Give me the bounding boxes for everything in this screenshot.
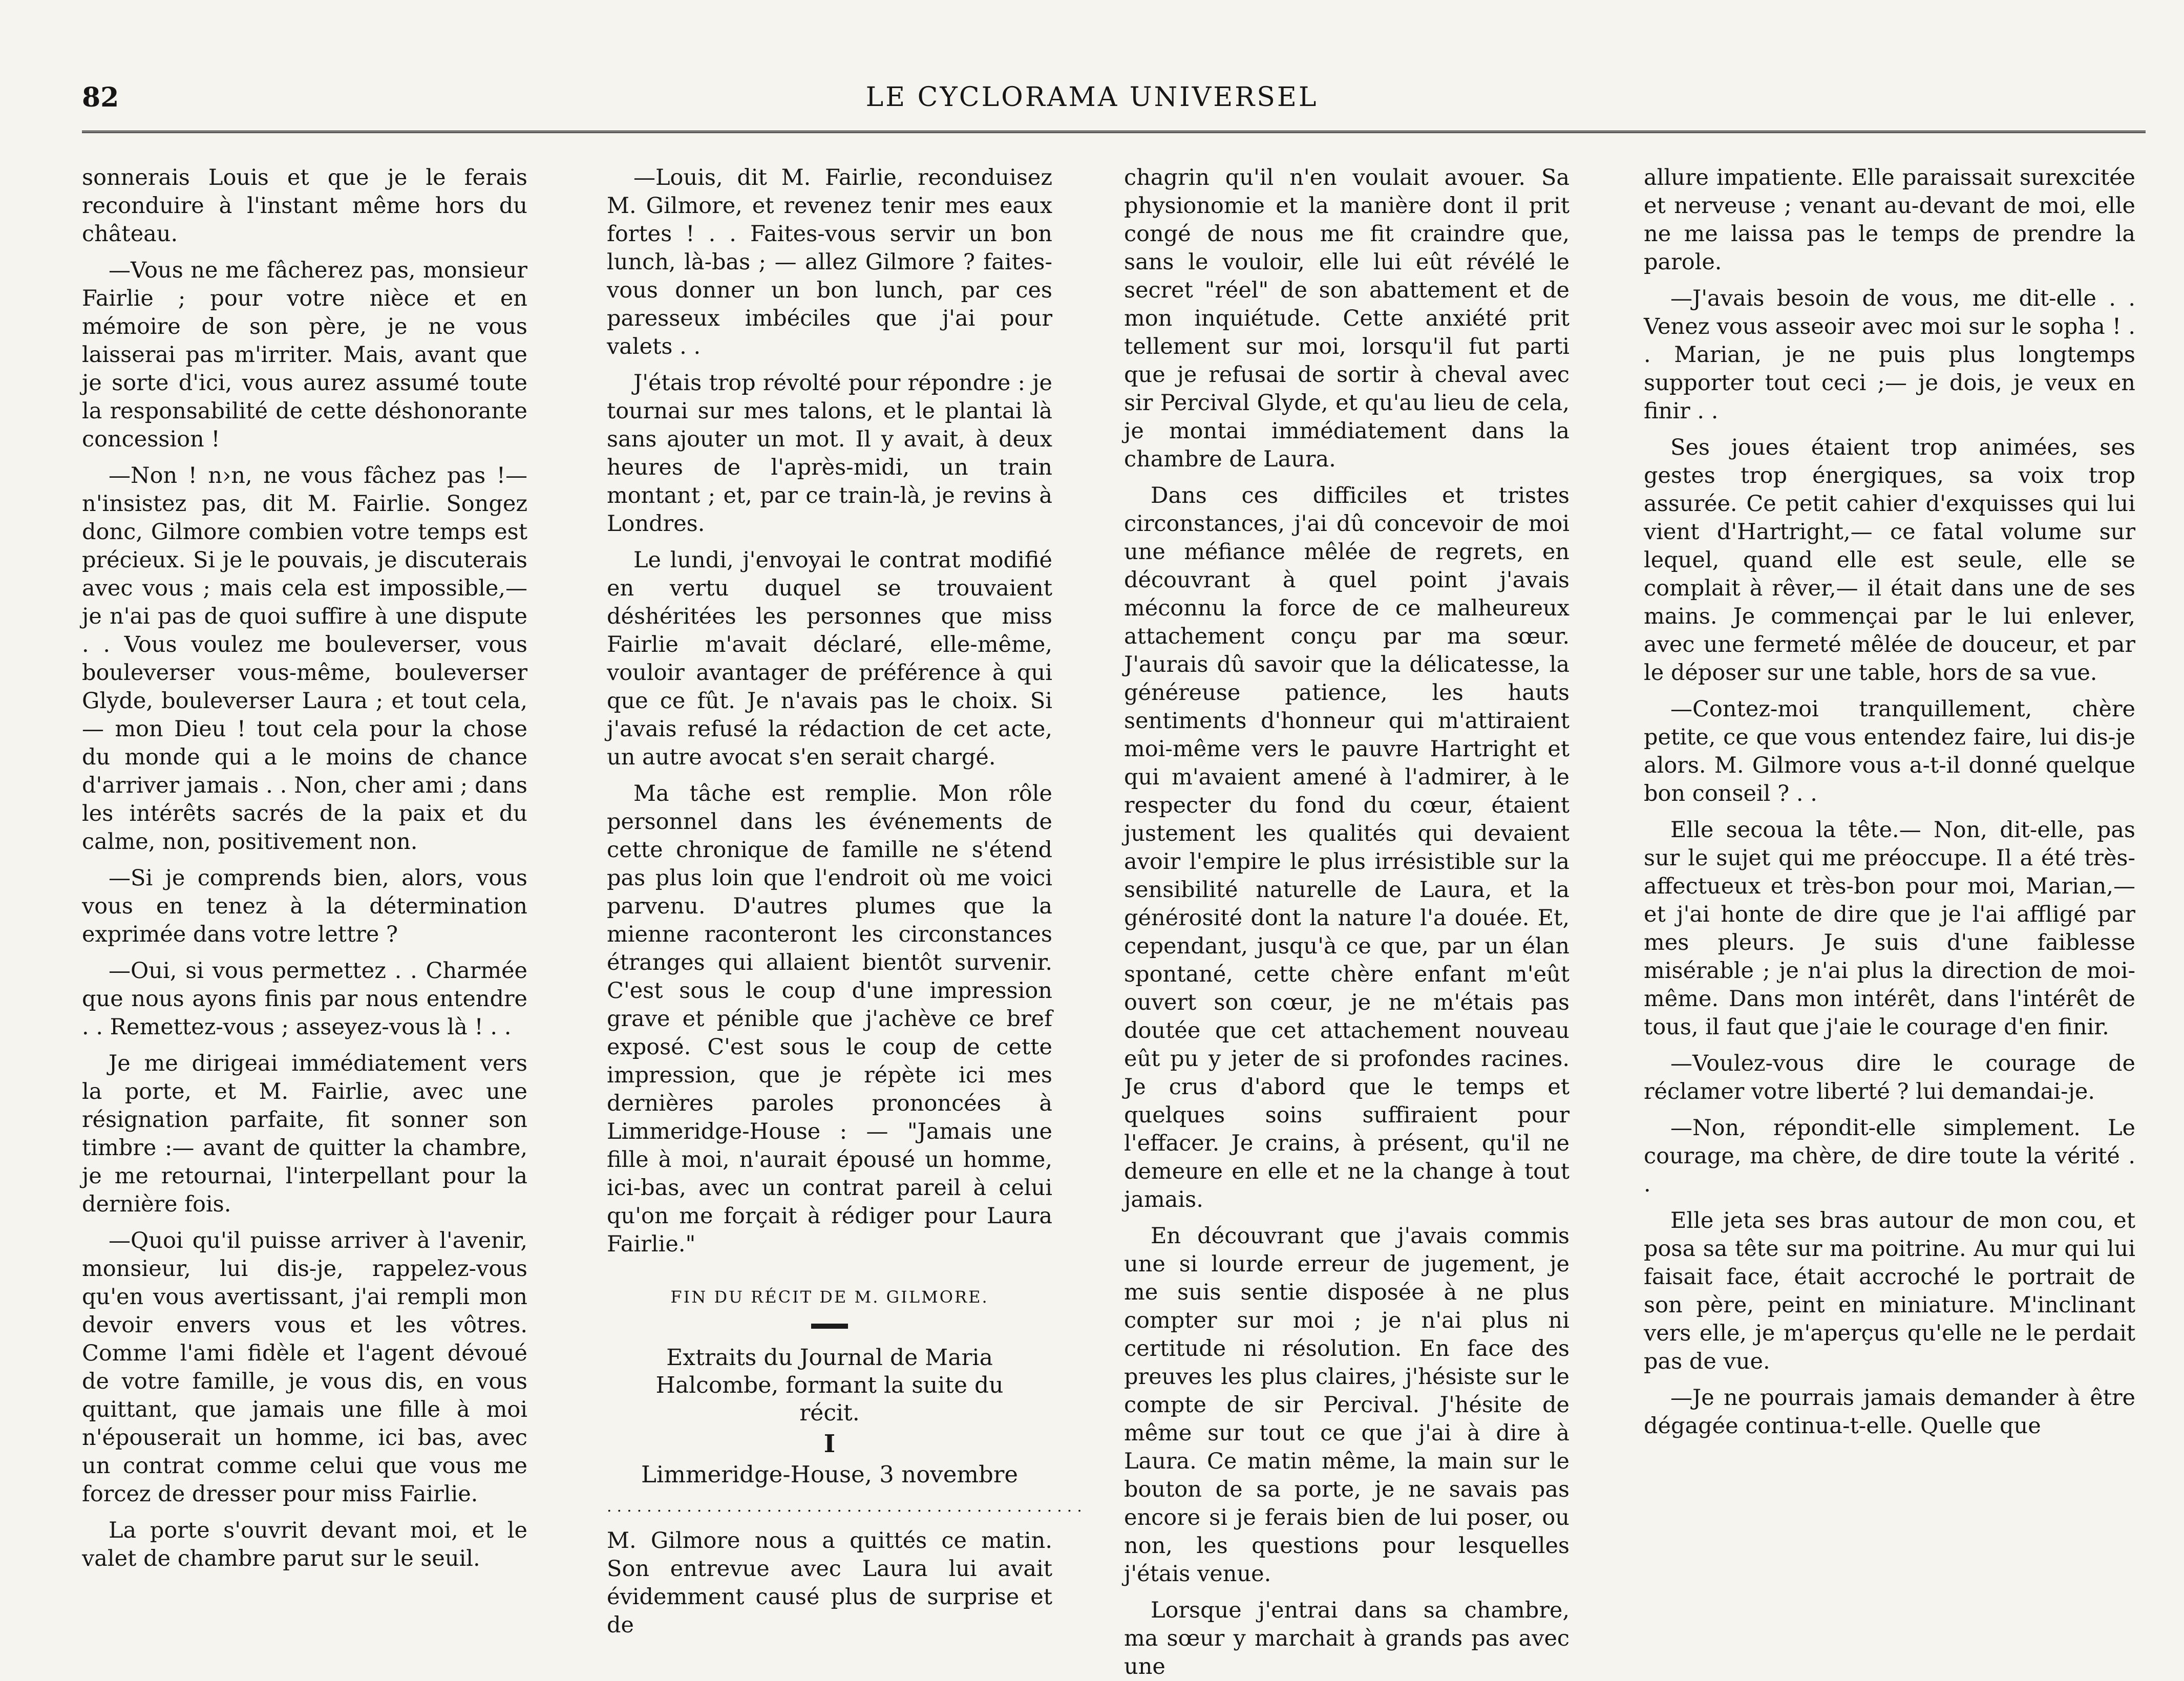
paragraph: —Vous ne me fâcherez pas, monsieur Fairlie ; pour votre nièce et en mémoire de son père, je ne vous laisserai pas m'irriter. Mais, avant que je sorte d'ici, vous aurez assumé toute la responsabilité de cette déshonorante concession ! (82, 258, 527, 452)
column-1 (82, 164, 527, 1571)
section-end-heading: FIN DU RÉCIT DE M. GILMORE. (670, 1287, 989, 1307)
paragraph: allure impatiente. Elle paraissait surexcitée et nerveuse ; venant au-devant de moi, elle ne me laissa pas le temps de prendre la parole. (1644, 165, 2135, 275)
paragraph: —Je ne pourrais jamais demander à être dégagée continua-t-elle. Quelle que (1644, 1385, 2135, 1439)
header-rule (82, 131, 2146, 133)
running-title: LE CYCLORAMA UNIVERSEL (865, 82, 1319, 113)
paragraph: —Voulez-vous dire le courage de réclamer votre liberté ? lui demandai-je. (1644, 1051, 2135, 1104)
place-date: Limmeridge-House, 3 novembre (641, 1461, 1018, 1488)
paragraph: —Oui, si vous permettez . . Charmée que nous ayons finis par nous entendre . . Remettez-vous ; asseyez-vous là ! . . (82, 958, 527, 1040)
paragraph: M. Gilmore nous a quittés ce matin. Son entrevue avec Laura lui avait évidemment causé plus de surprise et de (607, 1528, 1052, 1638)
paragraph: sonnerais Louis et que je le ferais reconduire à l'instant même hors du château. (82, 165, 527, 247)
paragraph: —Si je comprends bien, alors, vous vous en tenez à la détermination exprimée dans votre lettre ? (82, 865, 527, 947)
extract-heading: Extraits du Journal de Maria Halcombe, formant la suite du récit. (655, 1345, 1004, 1426)
paragraph: Le lundi, j'envoyai le contrat modifié en vertu duquel se trouvaient déshéritées les personnes que miss Fairlie m'avait déclaré, elle-même, vouloir avantager de préférence à qui que ce fût. Je n'avais pas le choix. Si j'avais refusé la rédaction de cet acte, un autre avocat s'en serait chargé. (607, 547, 1052, 770)
paragraph: Ma tâche est remplie. Mon rôle personnel dans les événements de cette chronique de famille ne s'étend pas plus loin que l'endroit où me voici parvenu. D'autres plumes que la mienne raconteront les circonstances étranges qui allaient bientôt survenir. C'est sous le coup d'une impression grave et pénible que j'achève ce bref exposé. C'est sous le coup de cette impression, que je répète ici mes dernières paroles prononcées à Limmeridge-House : — "Jamais une fille à moi, n'aurait épousé un homme, ici-bas, avec un contrat pareil à celui qu'on me forçait à rédiger pour Laura Fairlie." (607, 781, 1052, 1257)
paragraph: Je me dirigeai immédiatement vers la porte, et M. Fairlie, avec une résignation parfaite, fit sonner son timbre :— avant de quitter la chambre, je me retournai, l'interpellant pour la dernière fois. (82, 1051, 527, 1217)
paragraph: Lorsque j'entrai dans sa chambre, ma sœur y marchait à grands pas avec une (1124, 1598, 1570, 1679)
paragraph: Elle jeta ses bras autour de mon cou, et posa sa tête sur ma poitrine. Au mur qui lui faisait face, était accroché le portrait de son père, peint en miniature. M'inclinant vers elle, je m'aperçus qu'elle ne le perdait pas de vue. (1644, 1208, 2135, 1374)
paragraph: J'étais trop révolté pour répondre : je tournai sur mes talons, et le plantai là sans ajouter un mot. Il y avait, à deux heures de l'après-midi, un train montant ; et, par ce train-là, je revins à Londres. (607, 370, 1052, 537)
paragraph: chagrin qu'il n'en voulait avouer. Sa physionomie et la manière dont il prit congé de nous me fit craindre que, sans le vouloir, elle lui eût révélé le secret "réel" de son abattement et de mon inquiétude. Cette anxiété prit tellement sur moi, lorsqu'il fut parti que je refusai de sortir à cheval avec sir Percival Glyde, et qu'au lieu de cela, je montai immédiatement dans la chambre de Laura. (1124, 165, 1570, 472)
column-2 (607, 164, 1087, 1638)
ornament-rule (811, 1324, 848, 1329)
dotted-separator: ................................................ (607, 1498, 1087, 1516)
paragraph: —Louis, dit M. Fairlie, reconduisez M. Gilmore, et revenez tenir mes eaux fortes ! . . Faites-vous servir un bon lunch, là-bas ; — allez Gilmore ? faites-vous donner un bon lunch, par ces paresseux imbéciles que j'ai pour valets . . (607, 165, 1052, 359)
paragraph: Dans ces difficiles et tristes circonstances, j'ai dû concevoir de moi une méfiance mêlée de regrets, en découvrant à quel point j'avais méconnu la force de ce malheureux attachement conçu par ma sœur. J'aurais dû savoir que la délicatesse, la généreuse patience, les hauts sentiments d'honneur qui m'attiraient moi-même vers le pauvre Hartright et qui m'avaient amené à l'admirer, à le respecter du fond du cœur, étaient justement les qualités qui devaient avoir l'empire le plus irrésistible sur la sensibilité naturelle de Laura, et la générosité dont la nature l'a douée. Et, cependant, jusqu'à ce que, par un élan spontané, cette chère enfant m'eût ouvert son cœur, je ne m'étais pas doutée que cet attachement nouveau eût pu y jeter de si profondes racines. Je crus d'abord que le temps et quelques soins suffiraient pour l'effacer. Je crains, à présent, qu'il ne demeure en elle et ne la change à tout jamais. (1124, 483, 1570, 1212)
paragraph: En découvrant que j'avais commis une si lourde erreur de jugement, je me suis sentie disposée à ne plus compter sur moi ; je n'ai plus ni certitude ni résolution. En face des preuves les plus claires, j'hésiste sur le compte de sir Percival. J'hésite de même sur tout ce que j'ai à dire à Laura. Ce matin même, la main sur le bouton de sa porte, je ne savais pas encore si je ferais bien de lui poser, ou non, les questions pour lesquelles j'étais venue. (1124, 1223, 1570, 1587)
paragraph: —J'avais besoin de vous, me dit-elle . . Venez vous asseoir avec moi sur le sopha ! . . Marian, je ne puis plus longtemps supporter tout ceci ;— je dois, je veux en finir . . (1644, 286, 2135, 424)
paragraph: La porte s'ouvrit devant moi, et le valet de chambre parut sur le seuil. (82, 1518, 527, 1571)
column-4 (1644, 164, 2135, 1546)
paragraph: Elle secoua la tête.— Non, dit-elle, pas sur le sujet qui me préoccupe. Il a été très-affectueux et très-bon pour moi, Marian,— et j'ai honte de dire que je l'ai affligé par mes pleurs. Je suis d'une faiblesse misérable ; je n'ai plus la direction de moi-même. Dans mon intérêt, dans l'intérêt de tous, il faut que j'aie le courage d'en finir. (1644, 817, 2135, 1040)
paragraph: —Quoi qu'il puisse arriver à l'avenir, monsieur, lui dis-je, rappelez-vous qu'en vous avertissant, j'ai rempli mon devoir envers vous et les vôtres. Comme l'ami fidèle et l'agent dévoué de votre famille, je vous dis, en vous quittant, que jamais une fille à moi n'épouserait un homme, ici bas, avec un contrat comme celui que vous me forcez de dresser pour miss Fairlie. (82, 1228, 527, 1507)
page-number: 82 (82, 82, 119, 113)
column-3 (1124, 164, 1570, 1679)
paragraph: —Contez-moi tranquillement, chère petite, ce que vous entendez faire, lui dis-je alors. M. Gilmore vous a-t-il donné quelque bon conseil ? . . (1644, 696, 2135, 806)
paragraph: —Non ! n›n, ne vous fâchez pas !— n'insistez pas, dit M. Fairlie. Songez donc, Gilmore combien votre temps est précieux. Si je le pouvais, je discuterais avec vous ; mais cela est impossible,— je n'ai pas de quoi suffire à une dispute . . Vous voulez me bouleverser, vous bouleverser vous-même, bouleverser Glyde, bouleverser Laura ; et tout cela,— mon Dieu ! tout cela pour la chose du monde qui a le moins de chance d'arriver jamais . . Non, cher ami ; dans les intérêts sacrés de la paix et du calme, non, positivement non. (82, 463, 527, 855)
paragraph: —Non, répondit-elle simplement. Le courage, ma chère, de dire toute la vérité . . (1644, 1115, 2135, 1197)
section-number: I (823, 1430, 836, 1458)
paragraph: Ses joues étaient trop animées, ses gestes trop énergiques, sa voix trop assurée. Ce petit cahier d'exquisses qui lui vient d'Hartright,— ce fatal volume sur lequel, quand elle est seule, elle se complait à rêver,— il était dans une de ses mains. Je commençai par le lui enlever, avec une fermeté mêlée de douceur, et par le déposer sur une table, hors de sa vue. (1644, 435, 2135, 686)
